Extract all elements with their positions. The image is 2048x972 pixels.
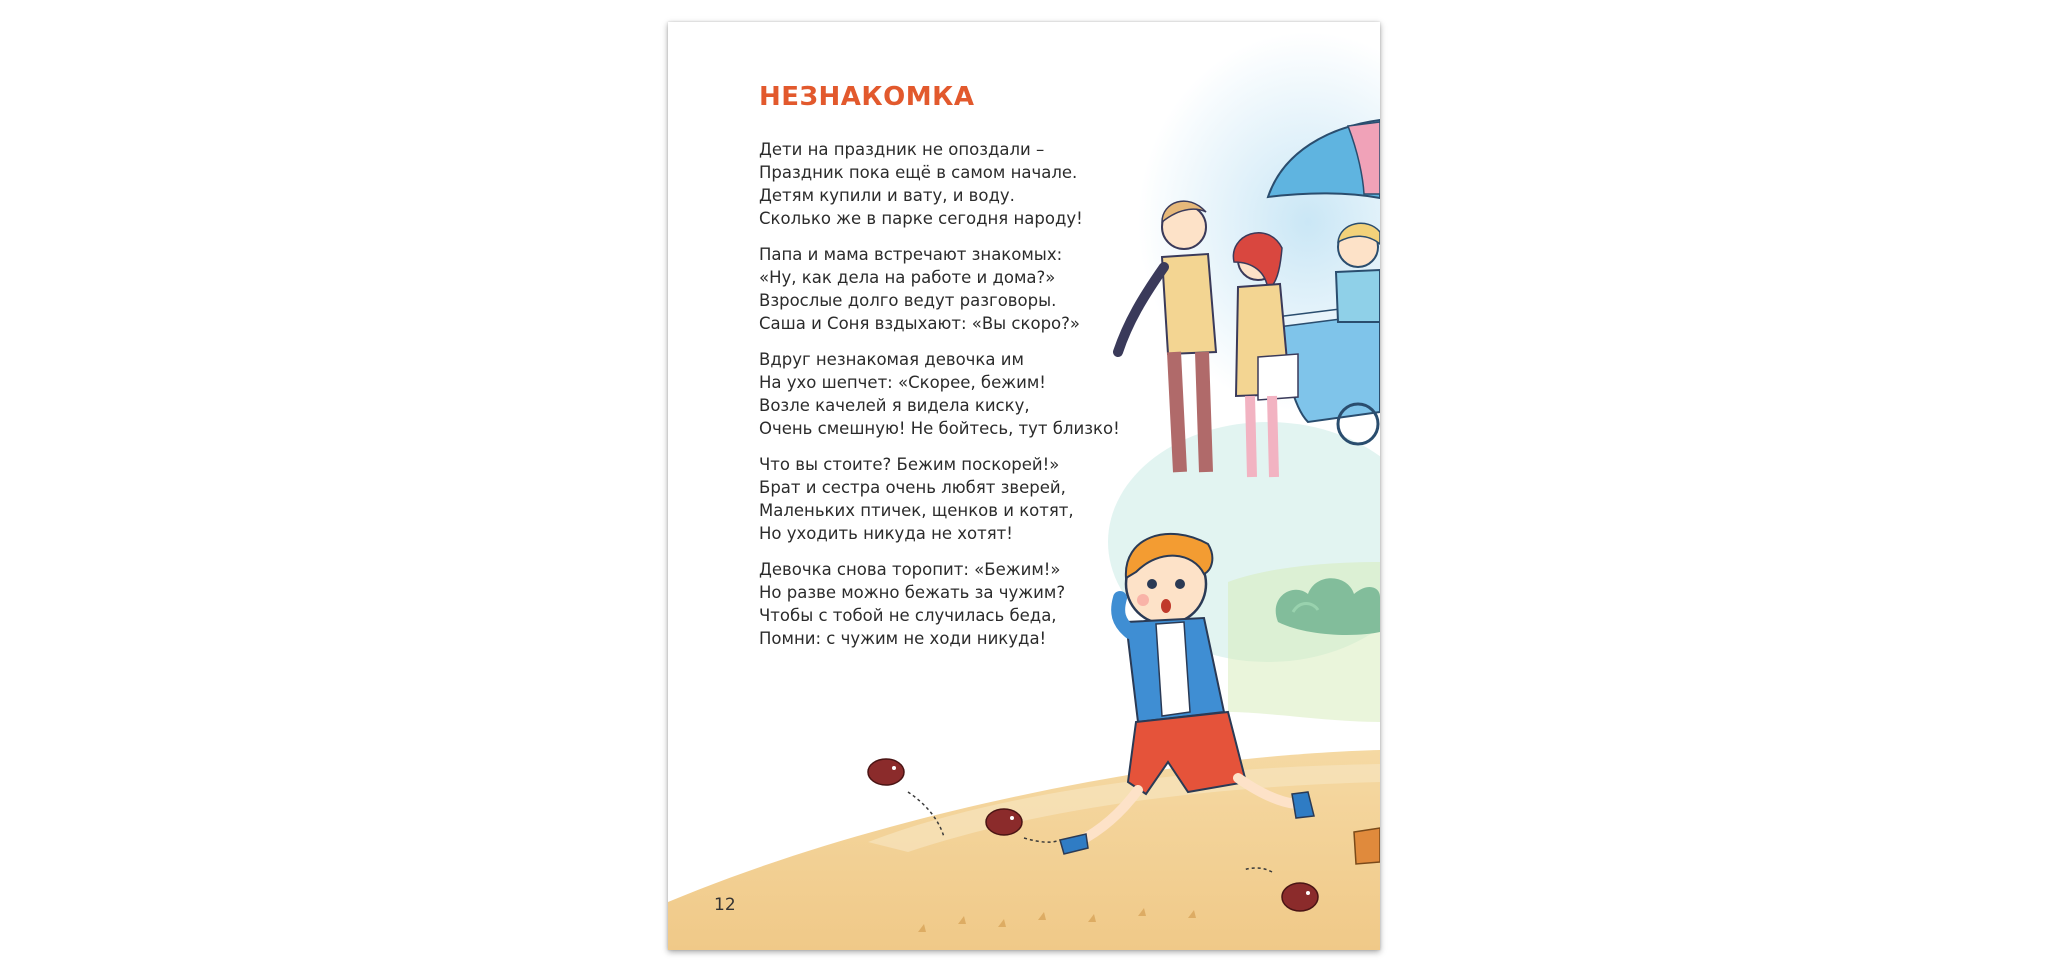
grass-strip [1228, 562, 1380, 722]
stanza [759, 138, 1199, 230]
poem-line: Возле качелей я видела киску, [759, 396, 1030, 415]
poem-line: Девочка снова торопит: «Бежим!» [759, 560, 1061, 579]
poem-title: НЕЗНАКОМКА [759, 82, 975, 112]
stanza [759, 558, 1199, 650]
bird-2-eye [1010, 816, 1014, 820]
poem-line: Детям купили и вату, и воду. [759, 186, 1015, 205]
poem-line: Сколько же в парке сегодня народу! [759, 209, 1083, 228]
poem-line: Саша и Соня вздыхают: «Вы скоро?» [759, 314, 1080, 333]
poem-line: Маленьких птичек, щенков и котят, [759, 501, 1074, 520]
boy-shorts [1128, 712, 1246, 794]
poem-line: Но уходить никуда не хотят! [759, 524, 1013, 543]
stanza [759, 453, 1199, 545]
poem-line: «Ну, как дела на работе и дома?» [759, 268, 1056, 287]
bench [1354, 828, 1380, 864]
bird-3-eye [1306, 891, 1310, 895]
stanza [759, 243, 1199, 335]
poem-line: Помни: с чужим не ходи никуда! [759, 629, 1047, 648]
bird-1 [868, 759, 904, 785]
poem-line: Вдруг незнакомая девочка им [759, 350, 1024, 369]
poem-line: На ухо шепчет: «Скорее, бежим! [759, 373, 1046, 392]
poem-line: Что вы стоите? Бежим поскорей!» [759, 455, 1060, 474]
bird-1-eye [892, 766, 896, 770]
vendor-body [1336, 270, 1380, 322]
mother-bag [1258, 354, 1298, 400]
poem-line: Чтобы с тобой не случилась беда, [759, 606, 1057, 625]
poem-line: Взрослые долго ведут разговоры. [759, 291, 1057, 310]
poem-line: Дети на праздник не опоздали – [759, 140, 1045, 159]
poem [759, 138, 1199, 663]
bird-3 [1282, 883, 1318, 911]
stanza [759, 348, 1199, 440]
book-page [668, 22, 1380, 950]
poem-line: Праздник пока ещё в самом начале. [759, 163, 1078, 182]
bird-2 [986, 809, 1022, 835]
poem-line: Брат и сестра очень любят зверей, [759, 478, 1066, 497]
poem-line: Очень смешную! Не бойтесь, тут близко! [759, 419, 1120, 438]
poem-line: Папа и мама встречают знакомых: [759, 245, 1063, 264]
page-number: 12 [714, 895, 736, 915]
poem-line: Но разве можно бежать за чужим? [759, 583, 1066, 602]
